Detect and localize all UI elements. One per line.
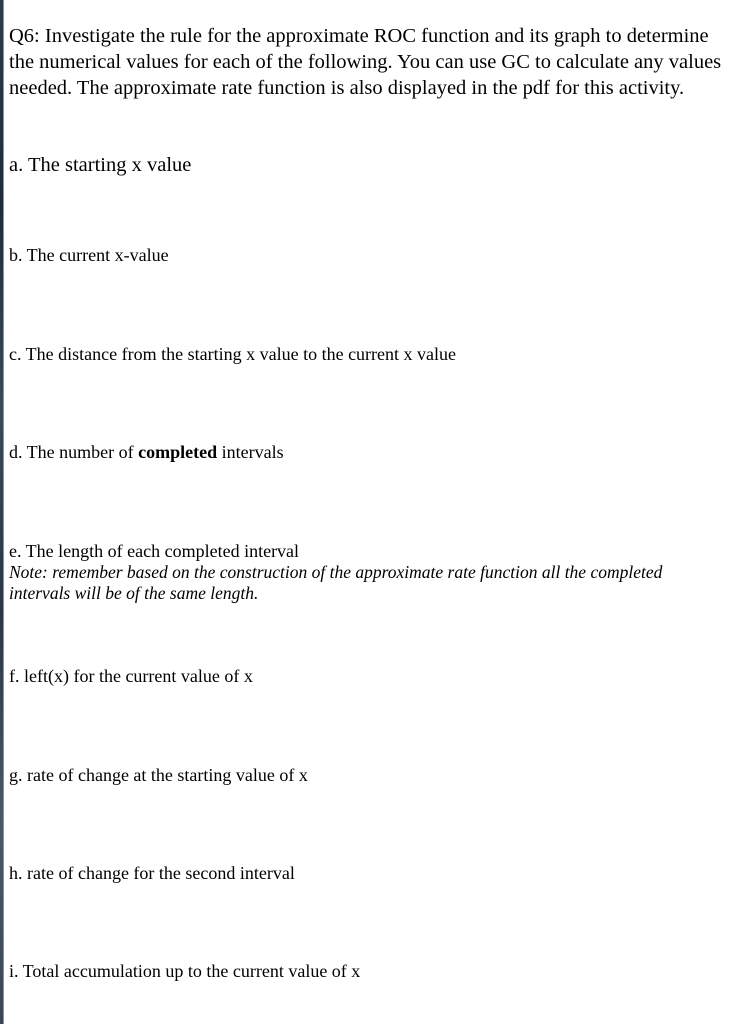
item-g-rate-starting: g. rate of change at the starting value of x: [9, 765, 308, 785]
item-d-bold: completed: [138, 442, 218, 462]
item-e-note: Note: remember based on the construction of the approximate rate function all the completed intervals will be of the same length.: [9, 562, 663, 603]
item-a-starting-x: a. The starting x value: [9, 154, 192, 176]
item-i-total-accumulation: i. Total accumulation up to the current value of x: [9, 961, 361, 981]
item-d-suffix: intervals: [217, 442, 284, 462]
item-e-interval-length: e. The length of each completed interval: [9, 541, 300, 561]
item-d-prefix: d. The number of: [9, 442, 139, 462]
page-left-border: [3, 0, 4, 1024]
item-f-left-x: f. left(x) for the current value of x: [9, 666, 253, 686]
item-d-completed-intervals: [9, 441, 284, 463]
question-intro: Q6: Investigate the rule for the approximate ROC function and its graph to determine the numerical values for each of the following. You can use GC to calculate any values needed. The approximate rate function is also displayed in the pdf for this activity.: [9, 25, 722, 99]
item-h-rate-second: h. rate of change for the second interval: [9, 863, 295, 883]
item-c-distance: c. The distance from the starting x value to the current x value: [9, 344, 457, 364]
item-b-current-x: b. The current x-value: [9, 245, 169, 265]
